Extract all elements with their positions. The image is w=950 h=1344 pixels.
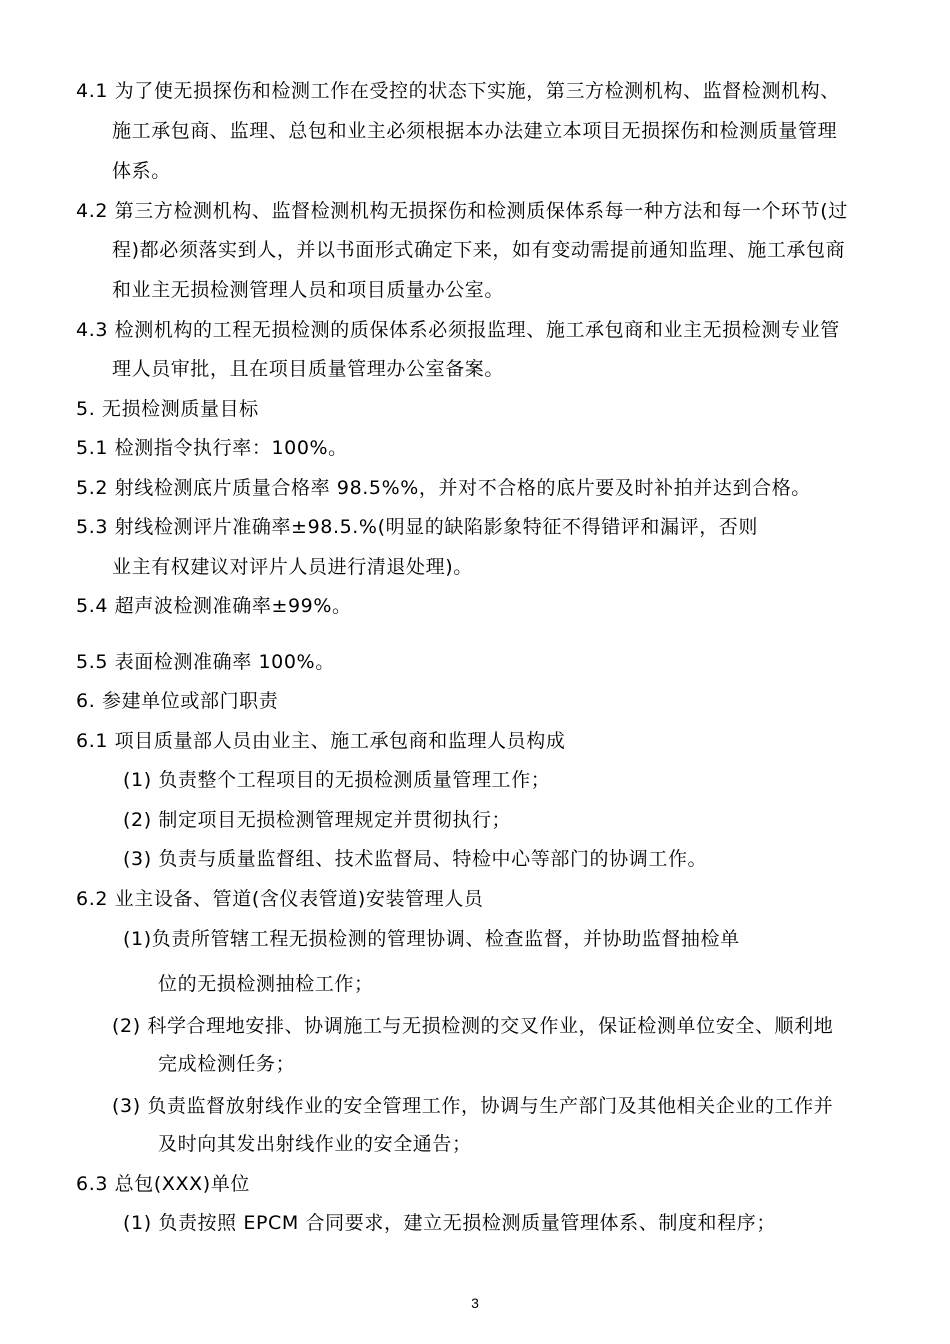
para-4-3-line-2: 理人员审批，且在项目质量管理办公室备案。 bbox=[112, 358, 505, 380]
para-4-2-line-2: 程)都必须落实到人，并以书面形式确定下来，如有变动需提前通知监理、施工承包商 bbox=[112, 239, 846, 261]
section-5-heading: 5. 无损检测质量目标 bbox=[76, 398, 259, 420]
para-4-1-line-3: 体系。 bbox=[112, 160, 171, 182]
item-5-3-line-1: 5.3 射线检测评片准确率±98.5.%(明显的缺陷影象特征不得错评和漏评，否则 bbox=[76, 516, 758, 538]
page-number: 3 bbox=[471, 1295, 479, 1311]
item-6-2-sub-2-line-1: (2) 科学合理地安排、协调施工与无损检测的交叉作业，保证检测单位安全、顺利地 bbox=[112, 1015, 834, 1037]
item-6-2-heading: 6.2 业主设备、管道(含仪表管道)安装管理人员 bbox=[76, 888, 484, 910]
item-5-4: 5.4 超声波检测准确率±99%。 bbox=[76, 595, 352, 617]
item-5-5: 5.5 表面检测准确率 100%。 bbox=[76, 651, 335, 673]
item-6-2-sub-2-line-2: 完成检测任务； bbox=[158, 1053, 296, 1075]
item-6-2-sub-3-line-1: (3) 负责监督放射线作业的安全管理工作，协调与生产部门及其他相关企业的工作并 bbox=[112, 1095, 834, 1117]
item-6-2-sub-3-line-2: 及时向其发出射线作业的安全通告； bbox=[158, 1133, 472, 1155]
para-4-2-line-3: 和业主无损检测管理人员和项目质量办公室。 bbox=[112, 279, 505, 301]
item-5-3-line-2: 业主有权建议对评片人员进行清退处理)。 bbox=[112, 556, 473, 578]
item-6-1-heading: 6.1 项目质量部人员由业主、施工承包商和监理人员构成 bbox=[76, 730, 566, 752]
para-4-1-line-2: 施工承包商、监理、总包和业主必须根据本办法建立本项目无损探伤和检测质量管理 bbox=[112, 120, 838, 142]
item-6-2-sub-1-line-1: (1)负责所管辖工程无损检测的管理协调、检查监督，并协助监督抽检单 bbox=[123, 928, 740, 950]
item-6-1-sub-2: (2) 制定项目无损检测管理规定并贯彻执行； bbox=[123, 809, 512, 831]
para-4-1-line-1: 4.1 为了使无损探伤和检测工作在受控的状态下实施，第三方检测机构、监督检测机构、 bbox=[76, 80, 840, 102]
item-6-1-sub-1: (1) 负责整个工程项目的无损检测质量管理工作； bbox=[123, 769, 551, 791]
item-6-2-sub-1-line-2: 位的无损检测抽检工作； bbox=[158, 973, 374, 995]
item-5-1: 5.1 检测指令执行率：100%。 bbox=[76, 437, 348, 459]
section-6-heading: 6. 参建单位或部门职责 bbox=[76, 690, 279, 712]
item-6-3-heading: 6.3 总包(XXX)单位 bbox=[76, 1173, 250, 1195]
item-6-1-sub-3: (3) 负责与质量监督组、技术监督局、特检中心等部门的协调工作。 bbox=[123, 848, 708, 870]
item-6-3-sub-1: (1) 负责按照 EPCM 合同要求，建立无损检测质量管理体系、制度和程序； bbox=[123, 1212, 776, 1234]
item-5-2: 5.2 射线检测底片质量合格率 98.5%%，并对不合格的底片要及时补拍并达到合格。 bbox=[76, 477, 811, 499]
para-4-3-line-1: 4.3 检测机构的工程无损检测的质保体系必须报监理、施工承包商和业主无损检测专业管 bbox=[76, 319, 840, 341]
para-4-2-line-1: 4.2 第三方检测机构、监督检测机构无损探伤和检测质保体系每一种方法和每一个环节(过 bbox=[76, 200, 848, 222]
